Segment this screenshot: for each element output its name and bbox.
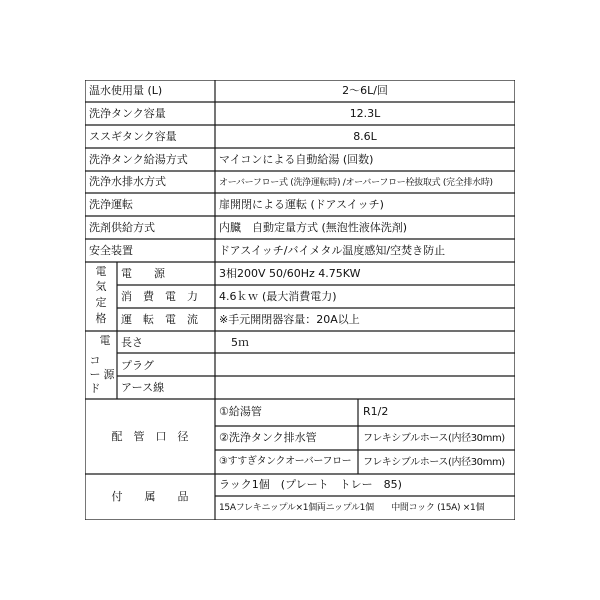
accessories-line-1: ラック1個 (プレート トレー 85) xyxy=(219,478,402,491)
electric-power-value: 3相200V 50/60Hz 4.75KW xyxy=(219,267,361,280)
row-value-wash-tank: 12.3L xyxy=(349,107,381,120)
piping-item-3-size: フレキシブルホース(内径30mm) xyxy=(363,457,505,468)
cord-group-label-src: 源 xyxy=(103,368,115,381)
row-value-wash-tank-supply: マイコンによる自動給湯 (回数) xyxy=(219,153,374,166)
accessories-label: 付 属 品 xyxy=(111,490,189,503)
piping-label: 配 管 口 径 xyxy=(111,430,189,443)
accessories-line-2: 15Aフレキニップル×1個両ニップル1個 中間コック (15A) ×1個 xyxy=(219,503,485,513)
cord-group-label-mid-2: ー xyxy=(89,368,101,381)
cord-earth-label: アース線 xyxy=(121,381,165,394)
row-label-wash-drain: 洗浄水排水方式 xyxy=(89,175,166,188)
piping-item-2-size: フレキシブルホース(内径30mm) xyxy=(363,433,505,444)
row-value-wash-drain: オーバーフロー式 (洗浄運転時) /オーバーフロー栓抜取式 (完全排水時) xyxy=(219,178,493,188)
row-value-safety: ドアスイッチ/バイメタル温度感知/空焚き防止 xyxy=(219,244,446,257)
piping-item-3-name: ③すすぎタンクオーバーフロー xyxy=(219,456,352,467)
row-label-rinse-tank: ススギタンク容量 xyxy=(89,130,177,143)
cord-group-label-mid-1: コ xyxy=(89,354,101,367)
electric-current-label: 運 転 電 流 xyxy=(121,313,198,326)
row-label-wash-operation: 洗浄運転 xyxy=(89,198,133,211)
row-label-wash-tank: 洗浄タンク容量 xyxy=(89,107,166,120)
electric-consumption-label: 消 費 電 力 xyxy=(121,290,198,303)
row-value-wash-operation: 扉開閉による運転 (ドアスイッチ) xyxy=(219,198,384,211)
row-label-safety: 安全装置 xyxy=(89,244,133,257)
cord-plug-label: プラグ xyxy=(121,359,154,372)
row-value-hot-water-usage: 2～6L/回 xyxy=(342,84,388,97)
electric-group-label-2: 気 xyxy=(95,280,107,293)
row-value-rinse-tank: 8.6L xyxy=(353,130,377,143)
piping-item-1-name: ①給湯管 xyxy=(219,405,262,418)
electric-current-value: ※手元開閉器容量：20A以上 xyxy=(219,313,360,326)
electric-group-label-4: 格 xyxy=(95,312,107,325)
piping-item-1-size: R1/2 xyxy=(363,405,389,418)
electric-group-label-1: 電 xyxy=(95,265,107,278)
row-value-detergent: 内臓 自動定量方式 (無泡性液体洗剤) xyxy=(219,221,408,234)
row-label-hot-water-usage: 温水使用量 (L) xyxy=(89,84,163,97)
spec-table xyxy=(85,80,515,520)
electric-consumption-value: 4.6ｋｗ (最大消費電力) xyxy=(219,290,337,303)
cord-length-label: 長さ xyxy=(121,336,143,349)
piping-item-2-name: ②洗浄タンク排水管 xyxy=(219,431,317,444)
electric-power-label: 電 源 xyxy=(121,267,165,280)
cord-group-label-mid-3: ド xyxy=(89,382,101,395)
row-label-detergent: 洗剤供給方式 xyxy=(89,221,155,234)
cord-group-label-top: 電 xyxy=(99,334,111,347)
row-label-wash-tank-supply: 洗浄タンク給湯方式 xyxy=(89,153,188,166)
cord-length-value: 5ｍ xyxy=(231,336,249,349)
electric-group-label-3: 定 xyxy=(95,296,107,309)
